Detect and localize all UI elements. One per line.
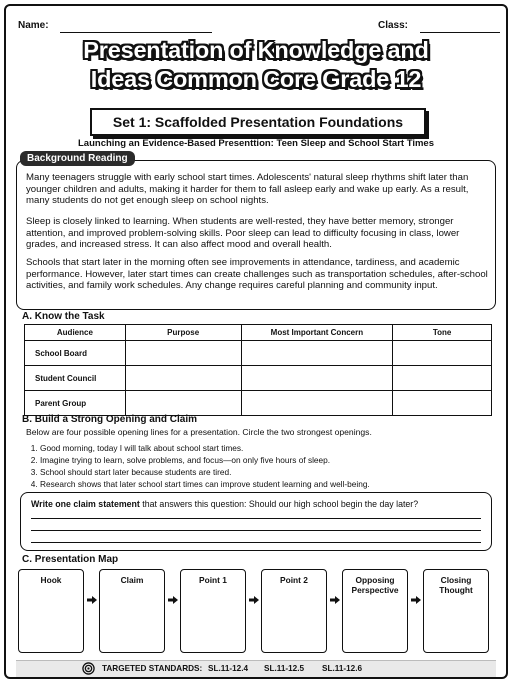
- answer-cell[interactable]: [393, 341, 492, 366]
- standard-code: SL.11-12.5: [264, 664, 305, 673]
- page-title: [6, 36, 506, 94]
- arrow-right-icon: [330, 595, 340, 605]
- row-label: School Board: [25, 341, 126, 366]
- target-icon: [82, 662, 95, 675]
- table-row: [25, 391, 492, 416]
- arrow-right-icon: [249, 595, 259, 605]
- section-a-title: A. Know the Task: [22, 311, 105, 322]
- background-paragraph-1: Many teenagers struggle with early school start times. Adolescents' natural sleep rhythms shift later than younger children and adults, making it harder for them to fall asleep early and wake up early. As a result, many students do not get enough sleep on school nights.: [26, 172, 469, 207]
- row-label: Parent Group: [25, 391, 126, 416]
- map-box-opposing-perspective[interactable]: Opposing Perspective: [342, 569, 408, 653]
- name-class-row: [18, 14, 494, 34]
- standards-footer: [16, 660, 496, 677]
- answer-cell[interactable]: [393, 366, 492, 391]
- opening-options-list: [26, 442, 508, 490]
- column-header: Audience: [25, 325, 126, 341]
- set-subtitle: Set 1: Scaffolded Presentation Foundations: [90, 108, 426, 136]
- title-line-1: Presentation of Knowledge and: [83, 37, 429, 63]
- class-label: Class:: [378, 20, 409, 31]
- task-table: [24, 324, 492, 416]
- claim-write-line[interactable]: [31, 530, 481, 531]
- title-line-2: Ideas Common Core Grade 12: [90, 66, 422, 92]
- claim-prompt-rest: that answers this question: Should our high school begin the day later?: [139, 499, 419, 509]
- claim-box: [20, 492, 492, 551]
- answer-cell[interactable]: [125, 391, 241, 416]
- task-table-header: [25, 325, 492, 341]
- column-header: Purpose: [125, 325, 241, 341]
- map-box-claim[interactable]: Claim: [99, 569, 165, 653]
- section-b-title: B. Build a Strong Opening and Claim: [22, 414, 198, 425]
- section-c-title: C. Presentation Map: [22, 554, 119, 565]
- opening-option[interactable]: 1. Good morning, today I will talk about school start times.: [40, 442, 508, 454]
- section-b-instruction: Below are four possible opening lines for a presentation. Circle the two strongest openings.: [26, 427, 372, 437]
- opening-option[interactable]: 4. Research shows that later school start times can improve student learning and well-being.: [40, 478, 508, 490]
- background-paragraph-3: Schools that start later in the morning often see improvements in attendance, tardiness, and academic performance. However, later start times can create challenges such as transportation schedules, after-school activities, and family work schedules. Any change requires careful planning and community input.: [26, 257, 488, 292]
- answer-cell[interactable]: [241, 341, 393, 366]
- claim-prompt: [31, 499, 418, 509]
- launch-line: Launching an Evidence-Based Presenttion: Teen Sleep and School Start Times: [78, 138, 434, 149]
- table-row: [25, 341, 492, 366]
- opening-option[interactable]: 3. School should start later because students are tired.: [40, 466, 508, 478]
- map-box-closing-thought[interactable]: Closing Thought: [423, 569, 489, 653]
- opening-option[interactable]: 2. Imagine trying to learn, solve problems, and focus—on only five hours of sleep.: [40, 454, 508, 466]
- answer-cell[interactable]: [125, 366, 241, 391]
- background-paragraph-2: Sleep is closely linked to learning. When students are well-rested, they have better memory, stronger attention, and improved problem-solving skills. Poor sleep can lead to difficulty focusing in class, lower grades, and increased stress. It can also affect mood and overall health.: [26, 216, 460, 251]
- answer-cell[interactable]: [241, 366, 393, 391]
- claim-prompt-bold: Write one claim statement: [31, 499, 140, 509]
- answer-cell[interactable]: [125, 341, 241, 366]
- claim-write-line[interactable]: [31, 518, 481, 519]
- column-header: Most Important Concern: [241, 325, 393, 341]
- standard-code: SL.11-12.4: [208, 664, 249, 673]
- name-label: Name:: [18, 20, 49, 31]
- claim-write-line[interactable]: [31, 542, 481, 543]
- map-box-point-1[interactable]: Point 1: [180, 569, 246, 653]
- map-box-point-2[interactable]: Point 2: [261, 569, 327, 653]
- map-box-hook[interactable]: Hook: [18, 569, 84, 653]
- answer-cell[interactable]: [241, 391, 393, 416]
- background-reading-tag: Background Reading: [20, 151, 135, 166]
- column-header: Tone: [393, 325, 492, 341]
- name-write-line[interactable]: [60, 32, 212, 33]
- arrow-right-icon: [411, 595, 421, 605]
- row-label: Student Council: [25, 366, 126, 391]
- arrow-right-icon: [168, 595, 178, 605]
- class-write-line[interactable]: [420, 32, 500, 33]
- answer-cell[interactable]: [393, 391, 492, 416]
- table-row: [25, 366, 492, 391]
- worksheet-page: [4, 4, 508, 679]
- standards-label: TARGETED STANDARDS:: [102, 664, 203, 673]
- arrow-right-icon: [87, 595, 97, 605]
- standard-code: SL.11-12.6: [322, 664, 363, 673]
